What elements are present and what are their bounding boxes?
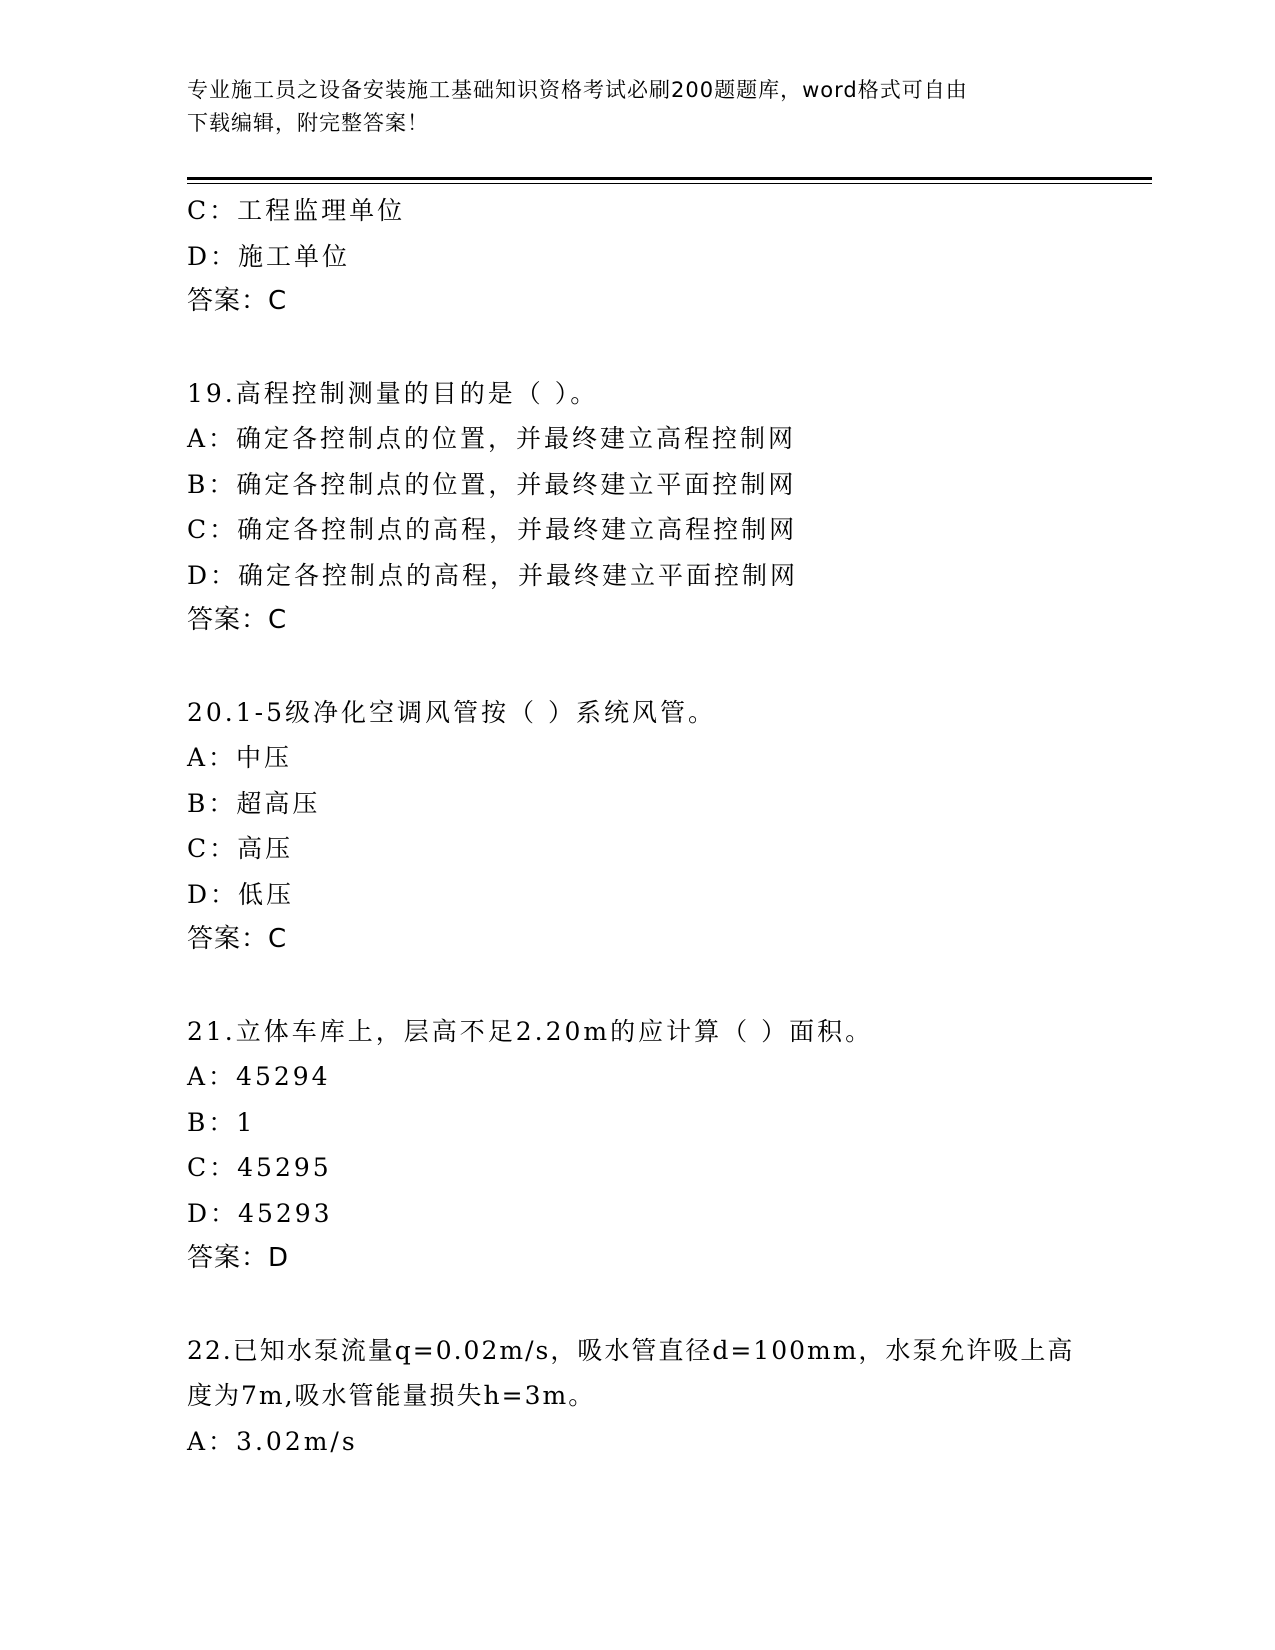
answer-line: 答案：D — [187, 1243, 290, 1273]
option-d: D：低压 — [187, 879, 295, 909]
question-stem-line-1: 22.已知水泵流量q=0.02m/s，吸水管直径d=100mm，水泵允许吸上高 — [187, 1335, 1075, 1365]
option-c: C：工程监理单位 — [187, 196, 406, 225]
option-d: D：施工单位 — [187, 241, 351, 271]
spacer — [187, 1282, 1087, 1328]
document-body — [187, 188, 1087, 1464]
option-a: A：确定各控制点的位置，并最终建立高程控制网 — [187, 424, 797, 453]
question-stem-line-2: 度为7m,吸水管能量损失h=3m。 — [187, 1381, 596, 1410]
answer-line: 答案：C — [187, 286, 288, 316]
question-stem: 20.1-5级净化空调风管按（ ）系统风管。 — [187, 697, 716, 727]
document-header — [187, 74, 1067, 140]
option-c: C：高压 — [187, 834, 294, 863]
header-rule-thick — [187, 177, 1152, 180]
question-22 — [187, 1328, 1087, 1465]
option-d: D：45293 — [187, 1198, 333, 1228]
option-c: C：确定各控制点的高程，并最终建立高程控制网 — [187, 515, 798, 544]
option-b: B：1 — [187, 1107, 256, 1137]
option-d: D：确定各控制点的高程，并最终建立平面控制网 — [187, 560, 799, 590]
option-a: A：45294 — [187, 1062, 331, 1091]
option-b: B：超高压 — [187, 788, 321, 818]
spacer — [187, 325, 1087, 371]
question-20 — [187, 690, 1087, 963]
option-a: A：中压 — [187, 743, 293, 772]
option-c: C：45295 — [187, 1153, 332, 1182]
spacer — [187, 963, 1087, 1009]
option-a: A：3.02m/s — [187, 1426, 358, 1456]
header-line-1: 专业施工员之设备安装施工基础知识资格考试必刷200题题库，word格式可自由 — [187, 78, 968, 102]
question-19 — [187, 371, 1087, 644]
header-line-2: 下载编辑，附完整答案！ — [187, 111, 429, 135]
question-stem: 19.高程控制测量的目的是（ ）。 — [187, 378, 599, 408]
question-21 — [187, 1009, 1087, 1282]
question-stem: 21.立体车库上，层高不足2.20m的应计算（ ）面积。 — [187, 1016, 874, 1046]
answer-line: 答案：C — [187, 924, 288, 954]
answer-line: 答案：C — [187, 605, 288, 635]
spacer — [187, 644, 1087, 690]
header-rule-thin — [187, 183, 1152, 184]
question-18-tail — [187, 188, 1087, 325]
option-b: B：确定各控制点的位置，并最终建立平面控制网 — [187, 469, 797, 499]
